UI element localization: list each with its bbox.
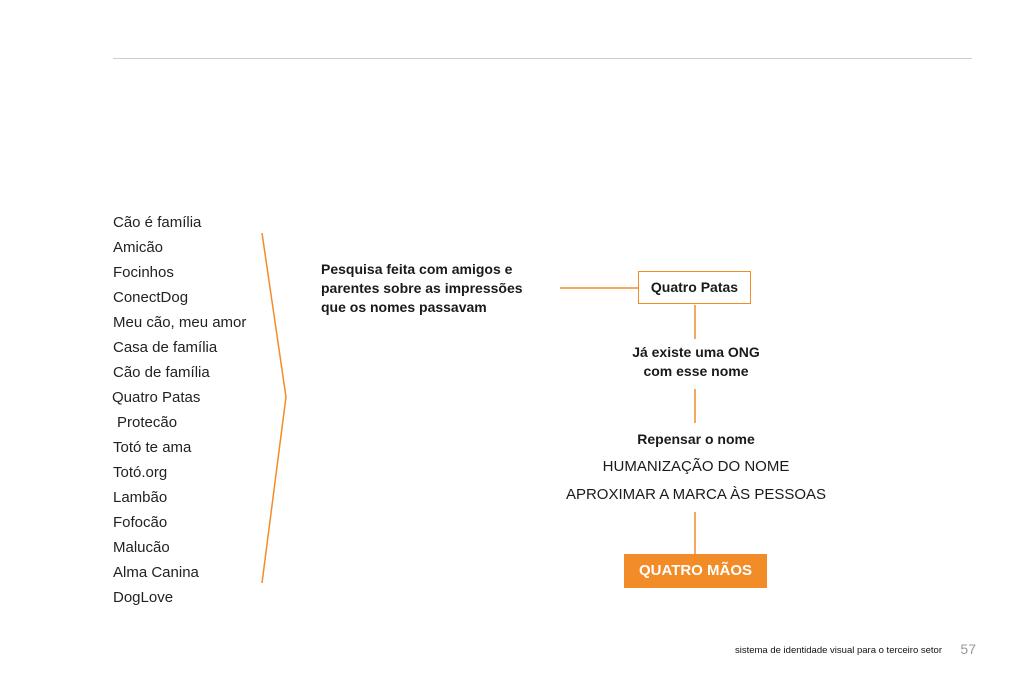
name-option: Amicão (113, 239, 164, 256)
name-option: Protecão (117, 414, 178, 431)
ong-exists-note: Já existe uma ONG com esse nome (632, 344, 760, 379)
rethink-heading: Repensar o nome (637, 431, 755, 447)
goal-humanize: HUMANIZAÇÃO DO NOME (602, 458, 790, 475)
list-bracket (262, 233, 286, 583)
chosen-name-box: Quatro Patas (638, 271, 751, 304)
page-number: 57 (960, 641, 976, 657)
name-option: DogLove (113, 589, 174, 606)
name-option: Lambão (113, 489, 168, 506)
name-option: Casa de família (113, 339, 218, 356)
name-option: Malucão (113, 539, 170, 556)
name-option: Totó.org (113, 464, 168, 481)
name-option: Fofocão (113, 514, 168, 531)
name-option: Focinhos (113, 264, 174, 281)
final-name-box: QUATRO MÃOS (624, 554, 767, 588)
name-option: Cão de família (113, 364, 210, 381)
name-option: Alma Canina (113, 564, 199, 581)
footer-caption: sistema de identidade visual para o terceiro setor (734, 645, 942, 656)
name-option: Meu cão, meu amor (113, 314, 247, 331)
name-option: Cão é família (113, 214, 202, 231)
name-option: Totó te ama (113, 439, 192, 456)
goal-approach: APROXIMAR A MARCA ÀS PESSOAS (565, 486, 827, 503)
name-option: Quatro Patas (112, 389, 201, 406)
research-note: Pesquisa feita com amigos e parentes sobre as impressões que os nomes passavam (321, 261, 523, 315)
name-option: ConectDog (113, 289, 189, 306)
